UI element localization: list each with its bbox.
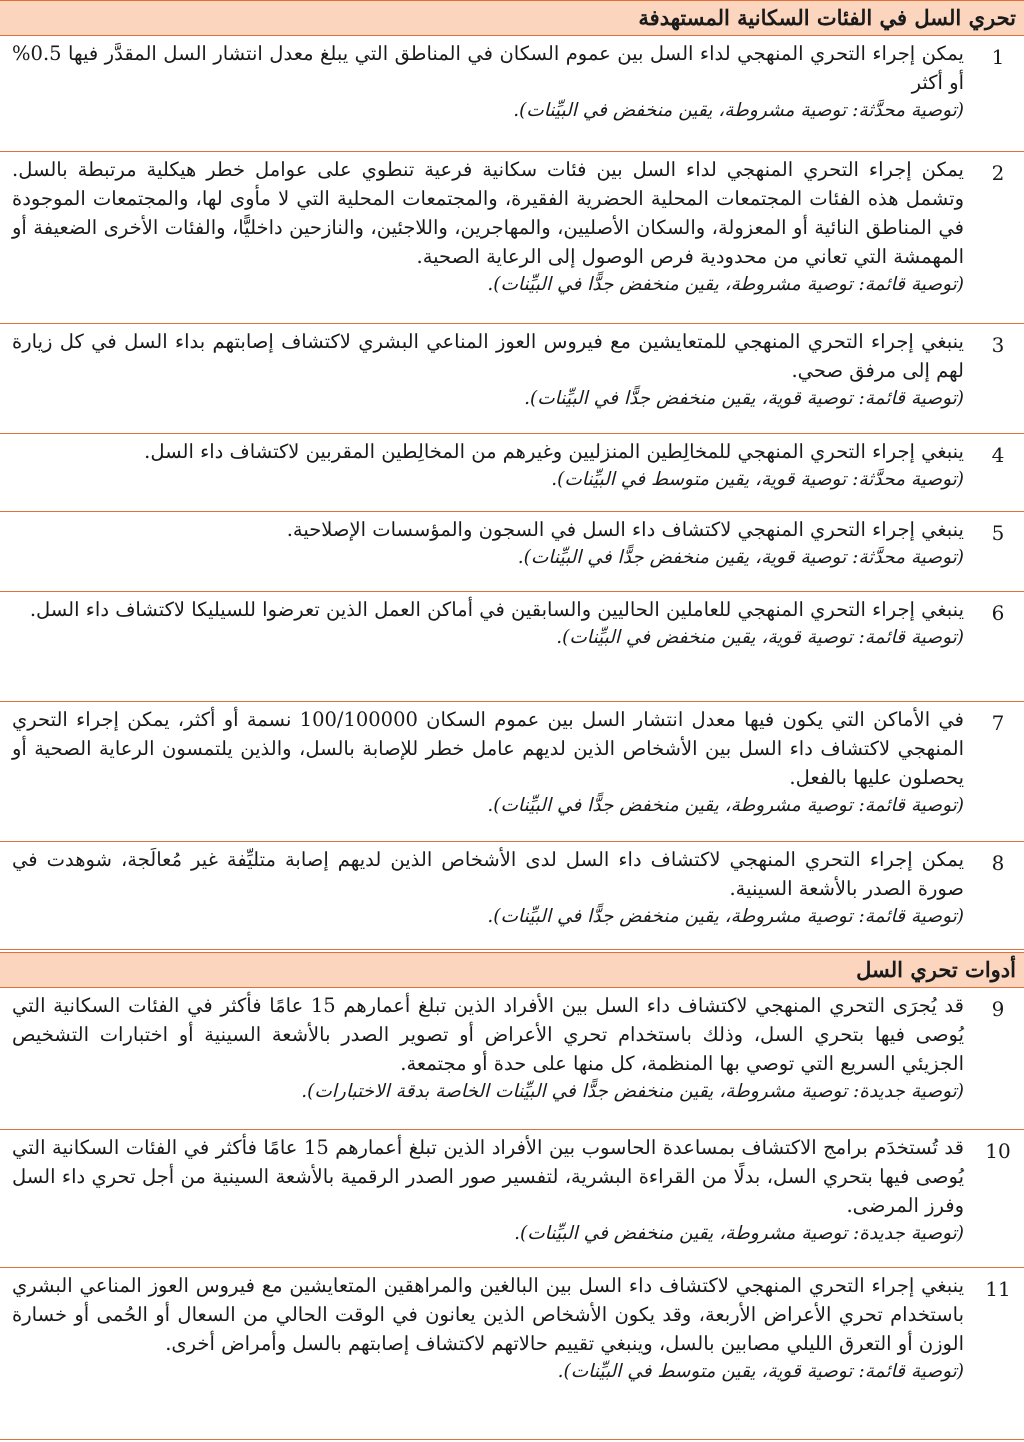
recommendation-text: يمكن إجراء التحري المنهجي لداء السل بين عموم السكان في المناطق التي يبلغ معدل انتشار السل المقدَّر فيها 0.5% أو أكثر (12, 42, 964, 94)
recommendation-text: يمكن إجراء التحري المنهجي لداء السل بين فئات سكانية فرعية تنطوي على عوامل خطر هيكلية مرتبطة بالسل. وتشمل هذه الفئات المجتمعات المحلية الحضرية الفقيرة، والمجتمعات المحلية التي لا مأوى لها، والمجتمعات الموجودة في المناطق النائية أو المعزولة، والسكان الأصليين، والمهاجرين، واللاجئين، والنازحين داخليًّا، والفئات الأخرى الضعيفة أو المهمشة التي تعاني من محدودية فرص الوصول إلى الرعاية الصحية. (12, 158, 964, 268)
recommendation-grade: (توصية قائمة: توصية مشروطة، يقين منخفض جدًّا في البيِّنات). (487, 274, 964, 295)
recommendation-grade: (توصية قائمة: توصية قوية، يقين منخفض في البيِّنات). (556, 627, 964, 648)
recommendation-text: ينبغي إجراء التحري المنهجي للعاملين الحاليين والسابقين في أماكن العمل الذين تعرضوا للسيليكا لاكتشاف داء السل. (29, 598, 964, 621)
recommendation-row-1 (0, 36, 1024, 152)
recommendation-text: ينبغي إجراء التحري المنهجي لاكتشاف داء السل بين البالغين والمراهقين المتعايشين مع فيروس العوز المناعي البشري باستخدام تحري الأعراض الأربعة، وقد يكون الأشخاص الذين يعانون في الوقت الحالي من السعال أو الحُمى أو خسارة الوزن أو التعرق الليلي مصابين بالسل، وينبغي تقييم حالاتهم لاكتشاف إصابتهم بالسل وأمراض أخرى. (12, 1274, 964, 1355)
recommendation-text: في الأماكن التي يكون فيها معدل انتشار السل بين عموم السكان 100/100000 نسمة أو أكثر، يمكن إجراء التحري المنهجي لاكتشاف داء السل بين الأشخاص الذين لديهم عامل خطر للإصابة بالسل، والذين يلتمسون الرعاية الصحية أو يحصلون عليها بالفعل. (12, 708, 965, 789)
recommendation-grade: (توصية محدَّثة: توصية قوية، يقين منخفض جدًّا في البيِّنات). (517, 547, 964, 568)
recommendation-grade: (توصية جديدة: توصية مشروطة، يقين منخفض جدًّا في البيِّنات الخاصة بدقة الاختبارات). (301, 1081, 964, 1102)
recommendation-number: 4 (991, 443, 1005, 467)
recommendation-text: ينبغي إجراء التحري المنهجي للمتعايشين مع فيروس العوز المناعي البشري لاكتشاف إصابتهم بداء السل في كل زيارة لهم إلى مرفق صحي. (12, 330, 964, 382)
recommendation-text: قد يُجرَى التحري المنهجي لاكتشاف داء السل بين الأفراد الذين تبلغ أعمارهم 15 عامًا فأكثر في الفئات السكانية التي يُوصى فيها بتحري السل، وذلك باستخدام تحري الأعراض أو تصوير الصدر بالأشعة السينية أو اختبارات التشخيص الجزيئي السريع التي توصي بها المنظمة، كل منها على حدة أو مجتمعة. (12, 994, 964, 1075)
recommendation-number: 7 (991, 711, 1005, 735)
section-header-screening-tools (0, 952, 1024, 988)
recommendation-number: 9 (991, 997, 1005, 1021)
recommendation-row-2 (0, 152, 1024, 324)
recommendation-number: 10 (985, 1139, 1011, 1163)
recommendation-grade: (توصية محدَّثة: توصية مشروطة، يقين منخفض في البيِّنات). (513, 100, 964, 121)
section-title: أدوات تحري السل (856, 957, 1016, 982)
recommendation-number: 1 (991, 45, 1005, 69)
recommendation-grade: (توصية جديدة: توصية مشروطة، يقين منخفض في البيِّنات). (514, 1223, 964, 1244)
recommendation-row-3 (0, 324, 1024, 434)
recommendation-number: 2 (991, 161, 1005, 185)
recommendation-row-7 (0, 702, 1024, 842)
recommendation-grade: (توصية قائمة: توصية قوية، يقين منخفض جدًّا في البيِّنات). (524, 388, 964, 409)
recommendation-row-10 (0, 1130, 1024, 1268)
recommendation-row-9 (0, 988, 1024, 1130)
recommendation-number: 6 (991, 601, 1005, 625)
recommendation-row-8 (0, 842, 1024, 950)
recommendation-number: 11 (985, 1277, 1011, 1301)
recommendation-text: ينبغي إجراء التحري المنهجي للمخالِطين المنزليين وغيرهم من المخالِطين المقربين لاكتشاف داء السل. (144, 440, 964, 463)
recommendation-number: 3 (991, 333, 1005, 357)
recommendation-row-6 (0, 592, 1024, 702)
recommendation-grade: (توصية قائمة: توصية مشروطة، يقين منخفض جدًّا في البيِّنات). (487, 795, 964, 816)
recommendation-number: 8 (991, 851, 1005, 875)
recommendation-text: يمكن إجراء التحري المنهجي لاكتشاف داء السل لدى الأشخاص الذين لديهم إصابة متليِّفة غير مُعالَجة، شوهدت في صورة الصدر بالأشعة السينية. (12, 848, 964, 900)
recommendation-row-5 (0, 512, 1024, 592)
recommendation-grade: (توصية محدَّثة: توصية قوية، يقين متوسط في البيِّنات). (551, 469, 964, 490)
section-title: تحري السل في الفئات السكانية المستهدفة (638, 5, 1016, 30)
recommendation-row-11 (0, 1268, 1024, 1440)
section-header-target-populations (0, 0, 1024, 36)
recommendation-row-4 (0, 434, 1024, 512)
recommendation-number: 5 (991, 521, 1005, 545)
recommendation-grade: (توصية قائمة: توصية مشروطة، يقين منخفض جدًّا في البيِّنات). (487, 906, 964, 927)
recommendation-grade: (توصية قائمة: توصية قوية، يقين متوسط في البيِّنات). (557, 1361, 964, 1382)
recommendation-text: قد تُستخدَم برامج الاكتشاف بمساعدة الحاسوب بين الأفراد الذين تبلغ أعمارهم 15 عامًا فأكثر في الفئات السكانية التي يُوصى فيها بتحري السل، بدلًا من القراءة البشرية، لتفسير صور الصدر الرقمية بالأشعة السينية من أجل تحري داء السل وفرز المرضى. (12, 1136, 964, 1217)
recommendation-text: ينبغي إجراء التحري المنهجي لاكتشاف داء السل في السجون والمؤسسات الإصلاحية. (286, 518, 964, 541)
